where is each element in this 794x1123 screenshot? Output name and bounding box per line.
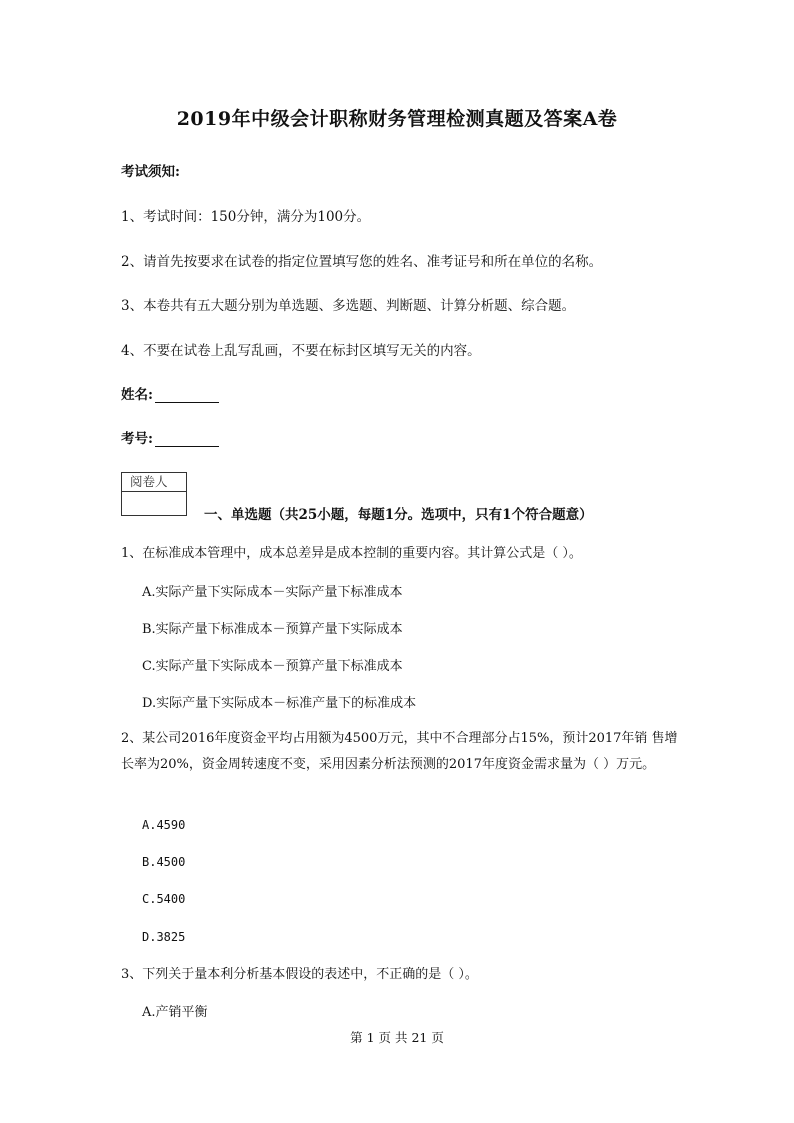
notice-item: 3、本卷共有五大题分别为单选题、多选题、判断题、计算分析题、综合题。	[121, 298, 576, 314]
question-option: C.5400	[142, 892, 186, 906]
page-footer: 第 1 页 共 21 页	[350, 1030, 444, 1045]
section-heading: 一、单选题（共25小题，每题1分。选项中，只有1个符合题意）	[204, 507, 593, 523]
question-stem: 3、下列关于量本利分析基本假设的表述中，不正确的是（ ）。	[121, 967, 478, 982]
question-stem: 1、在标准成本管理中，成本总差异是成本控制的重要内容。其计算公式是（ ）。	[121, 546, 582, 561]
question-option: B.4500	[142, 855, 186, 869]
question-option: A.产销平衡	[142, 1005, 208, 1020]
name-label: 姓名:	[121, 387, 153, 403]
notice-item: 2、请首先按要求在试卷的指定位置填写您的姓名、准考证号和所在单位的名称。	[121, 254, 603, 270]
name-blank[interactable]	[155, 388, 219, 403]
question-option: C.实际产量下实际成本－预算产量下标准成本	[142, 659, 403, 674]
grader-label: 阅卷人	[122, 473, 186, 492]
question-option: D.3825	[142, 930, 186, 944]
question-stem: 2、某公司2016年度资金平均占用额为4500万元，其中不合理部分占15%，预计2017年销 售增长率为20%，资金周转速度不变，采用因素分析法预测的2017年度资金需求量为（ ）万元。	[121, 731, 678, 772]
notice-item: 1、考试时间：150分钟，满分为100分。	[121, 209, 371, 225]
grader-box	[121, 472, 187, 516]
question-option: A.实际产量下实际成本－实际产量下标准成本	[142, 585, 403, 600]
question-option: A.4590	[142, 818, 186, 832]
name-field	[121, 383, 219, 403]
notice-item: 4、不要在试卷上乱写乱画，不要在标封区填写无关的内容。	[121, 343, 481, 359]
question-option: B.实际产量下标准成本－预算产量下实际成本	[142, 622, 403, 637]
exam-number-field	[121, 427, 219, 447]
document-title: 2019年中级会计职称财务管理检测真题及答案A卷	[176, 108, 618, 130]
question-option: D.实际产量下实际成本－标准产量下的标准成本	[142, 696, 417, 711]
exam-number-label: 考号:	[121, 431, 153, 447]
notice-heading: 考试须知:	[121, 164, 180, 180]
exam-number-blank[interactable]	[155, 432, 219, 447]
